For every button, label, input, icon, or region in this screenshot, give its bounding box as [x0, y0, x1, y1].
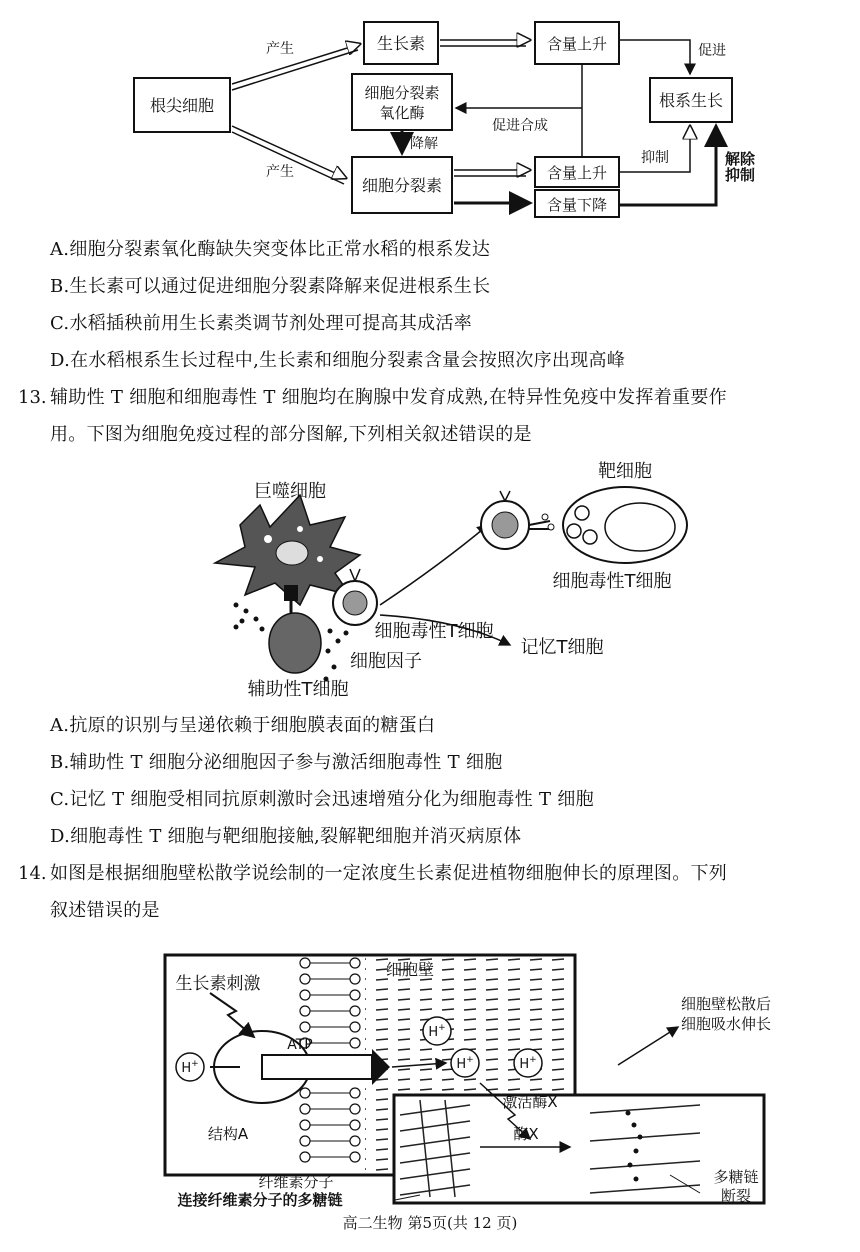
- label-root-growth: 根系生长: [658, 91, 724, 110]
- label-root-cell: 根尖细胞: [149, 96, 215, 115]
- label-degrade: 降解: [410, 136, 438, 152]
- label-oxidase-2: 氧化酶: [379, 104, 425, 122]
- label-produce-bottom: 产生: [266, 164, 294, 180]
- label-content-rise-2: 含量上升: [546, 164, 608, 182]
- label-produce-top: 产生: [266, 41, 294, 57]
- hormone-flow-diagram: [0, 0, 860, 220]
- label-ctl-right: 细胞毒性T细胞: [552, 571, 672, 592]
- label-cytokinin: 细胞分裂素: [361, 176, 443, 195]
- label-h-1: H+: [428, 1023, 446, 1040]
- label-loosen-1: 细胞壁松散后: [680, 995, 772, 1013]
- label-atp: ATP: [287, 1037, 313, 1053]
- label-loosen-2: 细胞吸水伸长: [680, 1015, 772, 1033]
- label-target-cell: 靶细胞: [598, 461, 652, 482]
- q12-option-c: C.水稻插秧前用生长素类调节剂处理可提高其成活率: [50, 313, 473, 334]
- q12-option-b: B.生长素可以通过促进细胞分裂素降解来促进根系生长: [50, 276, 491, 297]
- label-break-2: 断裂: [720, 1187, 752, 1205]
- label-enzyme-x: 酶X: [513, 1125, 539, 1143]
- label-release: 解除: [724, 150, 756, 168]
- page-footer: 高二生物 第5页(共 12 页): [342, 1214, 518, 1232]
- label-h-2: H+: [456, 1055, 474, 1072]
- q14-stem-1: 如图是根据细胞壁松散学说绘制的一定浓度生长素促进植物细胞伸长的原理图。下列: [50, 863, 728, 884]
- label-cell-wall: 细胞壁: [385, 960, 435, 979]
- label-polysaccharide: 连接纤维素分子的多糖链: [177, 1191, 343, 1207]
- label-h-left: H+: [181, 1059, 199, 1076]
- q13-option-a: A.抗原的识别与呈递依赖于细胞膜表面的糖蛋白: [50, 715, 436, 736]
- label-activate-enzyme: 激活酶X: [502, 1093, 558, 1111]
- q13-number: 13.: [18, 387, 47, 408]
- label-cellulose: 纤维素分子: [258, 1173, 334, 1191]
- label-promote: 促进: [698, 43, 726, 59]
- cell-wall-loosening-diagram: [0, 935, 860, 1207]
- label-helper-t: 辅助性T细胞: [247, 679, 349, 700]
- q13-option-b: B.辅助性 T 细胞分泌细胞因子参与激活细胞毒性 T 细胞: [50, 752, 503, 773]
- label-oxidase-1: 细胞分裂素: [364, 84, 440, 102]
- label-ctl-center: 细胞毒性T细胞: [374, 621, 494, 642]
- label-inhibit: 抑制: [641, 150, 669, 166]
- q12-option-d: D.在水稻根系生长过程中,生长素和细胞分裂素含量会按照次序出现高峰: [50, 350, 626, 371]
- label-memory-t: 记忆T细胞: [520, 637, 604, 658]
- q14-number: 14.: [18, 863, 47, 884]
- q13-stem-2: 用。下图为细胞免疫过程的部分图解,下列相关叙述错误的是: [50, 424, 532, 445]
- label-promote-synthesis: 促进合成: [492, 118, 548, 134]
- label-macrophage: 巨噬细胞: [254, 481, 326, 502]
- label-break-1: 多糖链: [713, 1168, 759, 1186]
- label-content-rise-1: 含量上升: [546, 35, 608, 53]
- label-structure-a: 结构A: [207, 1125, 249, 1143]
- label-cytokine: 细胞因子: [350, 651, 422, 672]
- q13-option-d: D.细胞毒性 T 细胞与靶细胞接触,裂解靶细胞并消灭病原体: [50, 826, 522, 847]
- cell-immunity-diagram: [0, 455, 860, 705]
- label-content-fall: 含量下降: [546, 196, 608, 214]
- helper-t-cell: [269, 613, 321, 673]
- q13-option-c: C.记忆 T 细胞受相同抗原刺激时会迅速增殖分化为细胞毒性 T 细胞: [50, 789, 594, 810]
- label-auxin-stimulus: 生长素刺激: [175, 974, 261, 994]
- q13-stem-1: 辅助性 T 细胞和细胞毒性 T 细胞均在胸腺中发育成熟,在特异性免疫中发挥着重要作: [50, 387, 727, 408]
- label-inhibit-2: 抑制: [724, 166, 756, 184]
- q12-option-a: A.细胞分裂素氧化酶缺失突变体比正常水稻的根系发达: [50, 239, 491, 260]
- q14-stem-2: 叙述错误的是: [50, 900, 160, 921]
- label-h-3: H+: [519, 1055, 537, 1072]
- label-auxin: 生长素: [376, 34, 426, 53]
